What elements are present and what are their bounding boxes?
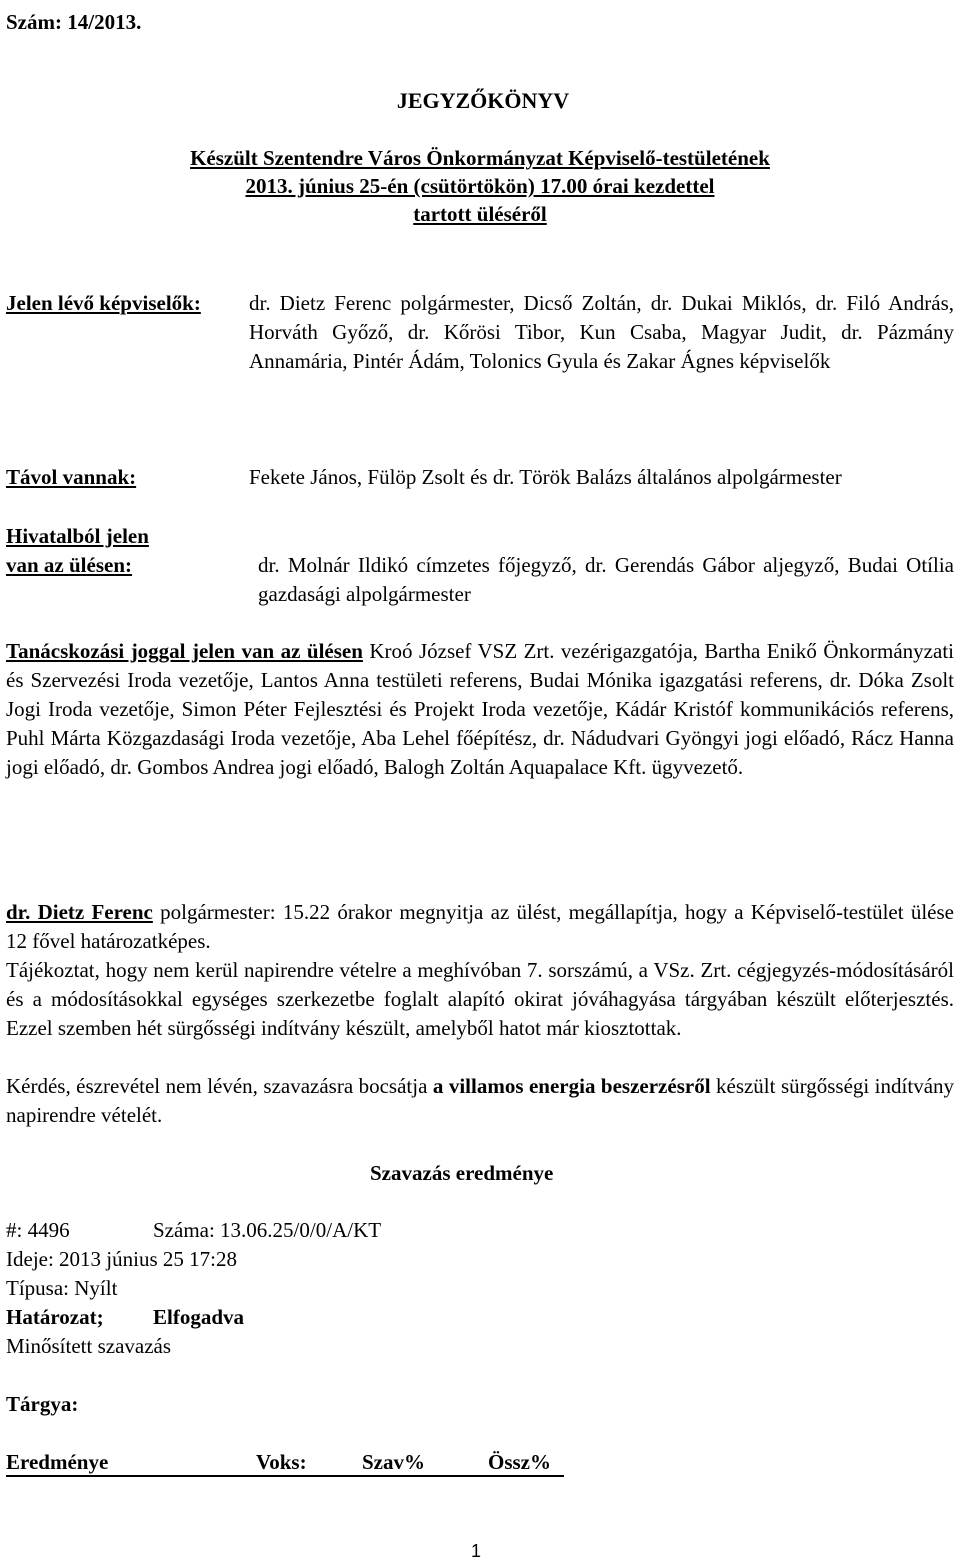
advisory-list: Kroó József VSZ Zrt. vezérigazgatója, Bartha Enikő Önkormányzati és Szervezési Iroda vezetője, Lantos Anna testületi referens, Budai Mónika igazgatási referens, dr. Dóka Zsolt Jogi Iroda vezetője, Simon Péter Fejlesztési és Projekt Iroda vezetője, Kádár Kristóf kommunikációs referens, Puhl Márta Közgazdasági Iroda vezetője, Aba Lehel főépítész, dr. Nádudvari Gyöngyi jogi előadó, Rácz Hanna jogi előadó, dr. Gombos Andrea jogi előadó, Balogh Zoltán Aquapalace Kft. ügyvezető. — [6, 639, 954, 779]
vote-percent-column-header: Szav% — [362, 1450, 425, 1474]
absent-label: Távol vannak: — [6, 465, 137, 489]
opening-paragraph — [6, 898, 954, 956]
document-number: Szám: 14/2013. — [6, 10, 142, 34]
vote-time: Ideje: 2013 június 25 17:28 — [6, 1247, 237, 1271]
opening-text: polgármester: 15.22 órakor megnyitja az ülést, megállapítja, hogy a Képviselő-testület ülése 12 fővel határozatképes. — [6, 900, 954, 953]
official-list: dr. Molnár Ildikó címzetes főjegyző, dr. Gerendás Gábor aljegyző, Budai Otília gazdasági alpolgármester — [258, 553, 954, 606]
vote-heading: Szavazás eredménye — [370, 1161, 554, 1185]
result-label: Eredménye — [6, 1450, 109, 1474]
present-list: dr. Dietz Ferenc polgármester, Dicső Zoltán, dr. Dukai Miklós, dr. Filó András, Horváth Győző, dr. Kőrösi Tibor, Kun Csaba, Magyar Judit, dr. Pázmány Annamária, Pintér Ádám, Tolonics Gyula és Zakar Ágnes képviselők — [249, 291, 954, 373]
result-header — [6, 1448, 564, 1477]
speaker-name: dr. Dietz Ferenc — [6, 900, 153, 924]
votes-column-header: Voks: — [256, 1450, 307, 1474]
decision-value: Elfogadva — [153, 1305, 245, 1329]
official-label-line-1: Hivatalból jelen — [6, 524, 149, 548]
agenda-item-highlight: a villamos energia beszerzésről — [432, 1074, 711, 1098]
absent-list: Fekete János, Fülöp Zsolt és dr. Török Balázs általános alpolgármester — [249, 465, 842, 489]
subtitle-line-3: tartott üléséről — [413, 202, 547, 226]
official-label-line-2: van az ülésen: — [6, 553, 132, 577]
subtitle-line-2: 2013. június 25-én (csütörtökön) 17.00 órai kezdettel — [245, 174, 715, 198]
decision-label: Határozat; — [6, 1305, 104, 1329]
page-number: 1 — [471, 1541, 482, 1561]
vote-id: #: 4496 — [6, 1218, 70, 1242]
agenda-text-end: készült sürgősségi indítvány napirendre vételét. — [6, 1074, 955, 1127]
subject-label: Tárgya: — [6, 1392, 79, 1416]
present-label: Jelen lévő képviselők: — [6, 291, 201, 315]
total-percent-column-header: Össz% — [488, 1450, 551, 1474]
agenda-text-start: Kérdés, észrevétel nem lévén, szavazásra bocsátja — [6, 1074, 433, 1098]
agenda-paragraph — [6, 1072, 954, 1130]
vote-type: Típusa: Nyílt — [6, 1276, 118, 1300]
subtitle-line-1: Készült Szentendre Város Önkormányzat Képviselő-testületének — [190, 146, 770, 170]
info-paragraph: Tájékoztat, hogy nem kerül napirendre vételre a meghívóban 7. sorszámú, a VSz. Zrt. cégjegyzés-módosításáról és a módosításokkal egységes szerkezetbe foglalt alapító okirat jóváhagyása tárgyában készült előterjesztés. Ezzel szemben hét sürgősségi indítvány készült, amelyből hatot már kiosztottak. — [6, 958, 954, 1040]
page-title: JEGYZŐKÖNYV — [396, 88, 570, 113]
advisory-paragraph — [6, 637, 954, 782]
qualified-vote: Minősített szavazás — [6, 1334, 172, 1358]
advisory-label: Tanácskozási joggal jelen van az ülésen — [6, 639, 363, 663]
vote-number: Száma: 13.06.25/0/0/A/KT — [153, 1218, 382, 1242]
